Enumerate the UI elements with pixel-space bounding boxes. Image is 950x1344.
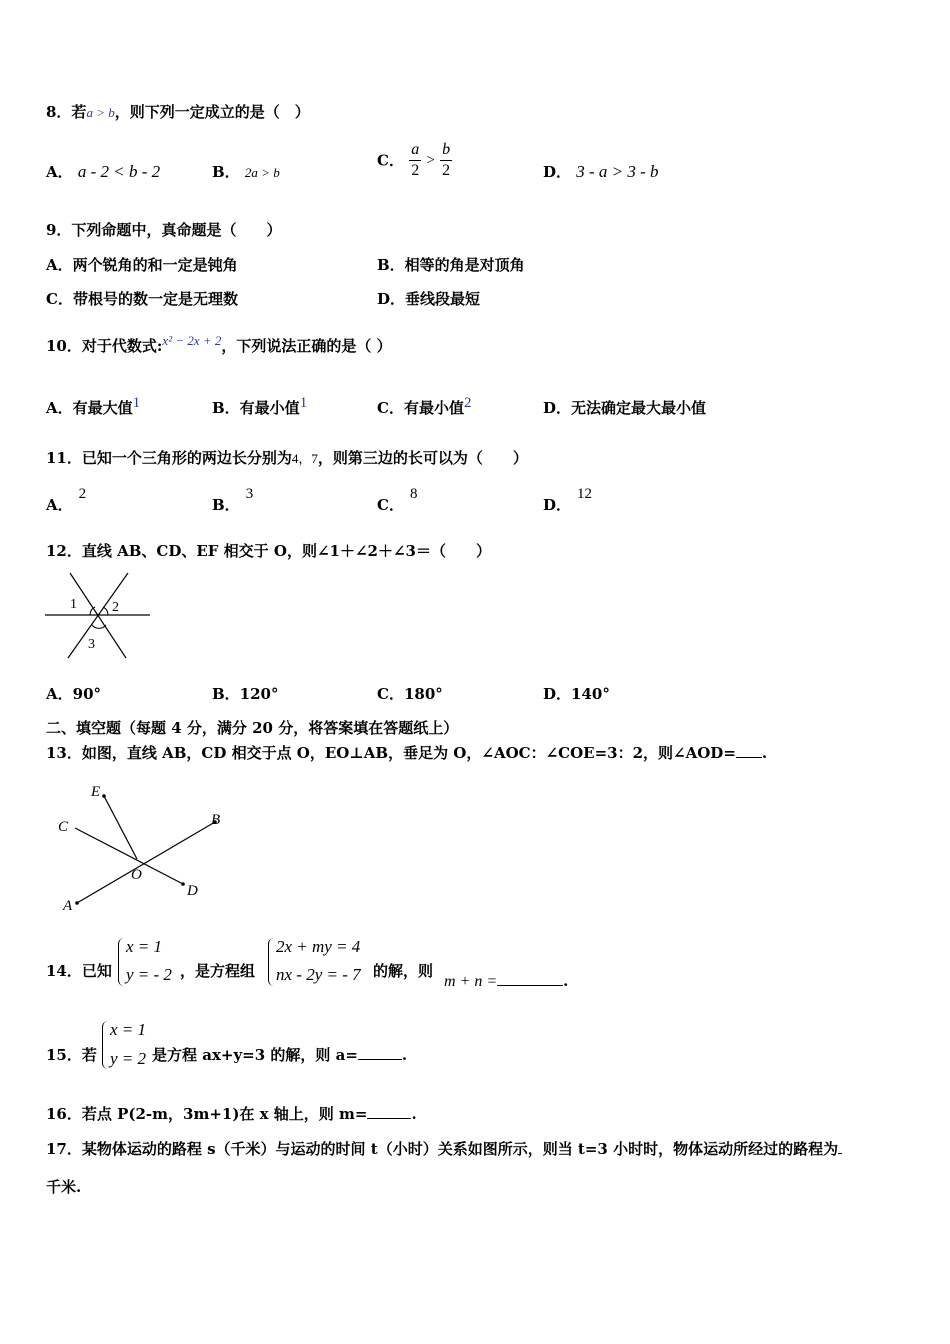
ray-OE bbox=[104, 796, 137, 859]
angle-label-3: 3 bbox=[88, 637, 95, 652]
point-label-C: C bbox=[58, 819, 69, 835]
q14-mid: ，是方程组 bbox=[180, 962, 256, 980]
line-CD bbox=[75, 828, 183, 884]
q11-option-a: A．2 bbox=[46, 486, 87, 514]
q14-system1-row2: y = - 2 bbox=[126, 965, 172, 984]
q12-option-c: C．180° bbox=[377, 685, 443, 703]
q14-system2-row1: 2x + my = 4 bbox=[276, 937, 361, 956]
angle-label-1: 1 bbox=[70, 597, 77, 612]
q14-prefix: 14．已知 bbox=[46, 962, 112, 980]
q12-option-a: A．90° bbox=[46, 685, 102, 703]
q9-option-b: B．相等的角是对顶角 bbox=[377, 256, 525, 274]
q12-option-b: B．120° bbox=[212, 685, 279, 703]
q8-option-a: A． a - 2 < b - 2 bbox=[46, 162, 161, 181]
q12-option-d: D．140° bbox=[543, 685, 610, 703]
q14-brace-1 bbox=[118, 938, 125, 986]
q13-stem: 13．如图，直线 AB，CD 相交于点 O，EO⊥AB，垂足为 O，∠AOC：∠COE=3：2，则∠AOD= . bbox=[46, 744, 768, 762]
q8-option-b: B． 2a > b bbox=[212, 163, 280, 181]
q11-option-b: B．3 bbox=[212, 486, 254, 514]
q14-answer: m + n = . bbox=[444, 972, 569, 990]
point-label-D: D bbox=[187, 883, 198, 899]
q15-brace bbox=[102, 1021, 109, 1069]
q15-prefix: 15．若 bbox=[46, 1046, 97, 1064]
q14-system2-row2: nx - 2y = - 7 bbox=[276, 965, 361, 984]
q9-option-d: D．垂线段最短 bbox=[377, 290, 481, 308]
section-heading: 二、填空题（每题 4 分，满分 20 分，将答案填在答题纸上） bbox=[46, 719, 459, 737]
point-label-B: B bbox=[211, 812, 221, 828]
q10-option-c: C．有最小值2 bbox=[377, 395, 472, 417]
q9-stem: 9．下列命题中，真命题是（ ） bbox=[46, 221, 282, 239]
q14-brace-2 bbox=[268, 938, 275, 986]
q10-option-b: B．有最小值1 bbox=[212, 395, 308, 417]
q10-option-a: A．有最大值1 bbox=[46, 395, 141, 417]
q10-stem: 10．对于代数式:x² − 2x + 2，下列说法正确的是（ ） bbox=[46, 333, 392, 355]
q15-system-row2: y = 2 bbox=[110, 1049, 147, 1068]
point-label-E: E bbox=[91, 784, 101, 800]
point-label-O: O bbox=[131, 867, 142, 883]
q14-suffix: 的解，则 bbox=[373, 962, 434, 980]
angle-label-2: 2 bbox=[112, 600, 119, 615]
angle-arc-1 bbox=[90, 607, 95, 615]
q15-suffix: 是方程 ax+y=3 的解，则 a= . bbox=[152, 1046, 408, 1064]
q8-option-c: C． $\frac{a}{2}$ > $\frac{b}{2}$ bbox=[377, 141, 451, 179]
q8-stem: 8．若a > b，则下列一定成立的是（ ） bbox=[46, 103, 310, 121]
q13-figure bbox=[55, 778, 235, 913]
q11-option-c: C．8 bbox=[377, 486, 418, 514]
q17-line1: 17．某物体运动的路程 s（千米）与运动的时间 t（小时）关系如图所示，则当 t=3 小时时，物体运动所经过的路程为 bbox=[46, 1139, 842, 1159]
q16-stem: 16．若点 P(2-m，3m+1)在 x 轴上，则 m= . bbox=[46, 1105, 417, 1123]
q15-system-row1: x = 1 bbox=[110, 1020, 147, 1039]
q11-option-d: D．12 bbox=[543, 486, 593, 514]
q8-option-d: D． 3 - a > 3 - b bbox=[543, 162, 659, 181]
q9-option-a: A．两个锐角的和一定是钝角 bbox=[46, 256, 238, 274]
q12-figure bbox=[40, 568, 155, 663]
q14-system1-row1: x = 1 bbox=[126, 937, 163, 956]
q11-stem: 11．已知一个三角形的两边长分别为4，7，则第三边的长可以为（ ） bbox=[46, 449, 528, 467]
point-label-A: A bbox=[63, 898, 73, 913]
q12-stem: 12．直线 AB、CD、EF 相交于 O，则∠1＋∠2＋∠3＝（ ） bbox=[46, 542, 491, 560]
q9-option-c: C．带根号的数一定是无理数 bbox=[46, 290, 238, 308]
q10-option-d: D．无法确定最大最小值 bbox=[543, 399, 707, 417]
q17-line2: 千米. bbox=[46, 1178, 82, 1196]
